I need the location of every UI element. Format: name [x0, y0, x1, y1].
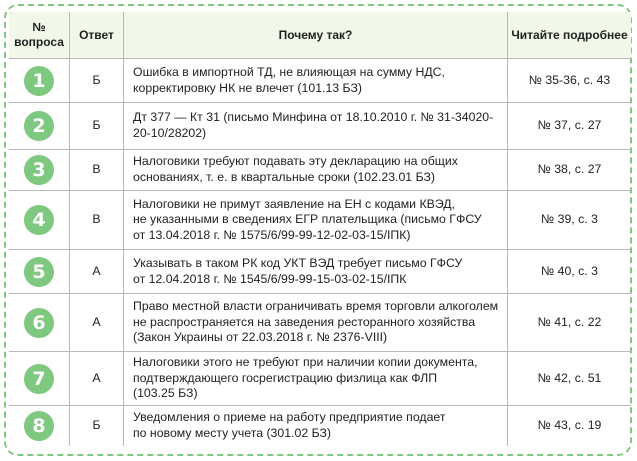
header-answer: Ответ [70, 12, 124, 59]
header-why: Почему так? [124, 12, 508, 59]
table-row [9, 150, 631, 191]
explanation-cell: Уведомления о приеме на работу предприятие подает по новому месту учета (301.02 БЗ) [124, 406, 508, 447]
explanation-cell: Налоговики этого не требуют при наличии копии документа, подтверждающего госрегистрацию физлица как ФЛП (103.25 БЗ) [124, 352, 508, 406]
table-row [9, 406, 631, 447]
question-number-badge: 3 [24, 155, 54, 185]
explanation-cell: Налоговики не примут заявление на ЕН с кодами КВЭД, не указанными в сведениях ЕГР плательщика (письмо ГФСУ от 13.04.2018 г. № 1575/6/99-99-12-02-03-15/ІПК) [124, 191, 508, 250]
explanation-cell: Указывать в таком РК код УКТ ВЭД требует письмо ГФСУ от 12.04.2018 г. № 1545/6/99-99-15-03-02-15/ІПК [124, 250, 508, 294]
table-row [9, 294, 631, 352]
header-question-number: № вопроса [9, 12, 70, 59]
reference-cell: № 42, с. 51 [508, 352, 632, 406]
explanation-cell: Налоговики требуют подавать эту декларацию на общих основаниях, т. е. в квартальные сроки (102.23.01 БЗ) [124, 150, 508, 191]
explanation-cell: Право местной власти ограничивать время торговли алкоголем не распространяется на заведения ресторанного хозяйства (Закон Украины от 22.03.2018 г. № 2376-VIII) [124, 294, 508, 352]
question-number-badge: 7 [24, 364, 54, 394]
explanation-cell: Ошибка в импортной ТД, не влияющая на сумму НДС, корректировку НК не влечет (101.13 БЗ) [124, 59, 508, 103]
question-number-badge: 4 [24, 205, 54, 235]
answer-cell: А [70, 294, 124, 352]
table-row [9, 59, 631, 103]
answer-cell: А [70, 352, 124, 406]
reference-cell: № 41, с. 22 [508, 294, 632, 352]
answer-cell: Б [70, 103, 124, 150]
question-number-badge: 6 [24, 308, 54, 338]
table-header-row [9, 12, 631, 59]
table-row [9, 103, 631, 150]
answer-cell: В [70, 191, 124, 250]
question-number-badge: 1 [24, 66, 54, 96]
question-number-badge: 5 [24, 257, 54, 287]
question-number-badge: 2 [24, 111, 54, 141]
answers-table [9, 12, 631, 446]
answer-cell: Б [70, 59, 124, 103]
answer-cell: Б [70, 406, 124, 447]
reference-cell: № 35-36, с. 43 [508, 59, 632, 103]
answer-cell: А [70, 250, 124, 294]
header-read-more: Читайте подробнее [508, 12, 632, 59]
reference-cell: № 38, с. 27 [508, 150, 632, 191]
explanation-cell: Дт 377 — Кт 31 (письмо Минфина от 18.10.2010 г. № 31-34020- 20-10/28202) [124, 103, 508, 150]
answer-cell: В [70, 150, 124, 191]
question-number-badge: 8 [24, 411, 54, 441]
reference-cell: № 39, с. 3 [508, 191, 632, 250]
table-row [9, 191, 631, 250]
reference-cell: № 43, с. 19 [508, 406, 632, 447]
table-row [9, 250, 631, 294]
reference-cell: № 40, с. 3 [508, 250, 632, 294]
reference-cell: № 37, с. 27 [508, 103, 632, 150]
table-row [9, 352, 631, 406]
